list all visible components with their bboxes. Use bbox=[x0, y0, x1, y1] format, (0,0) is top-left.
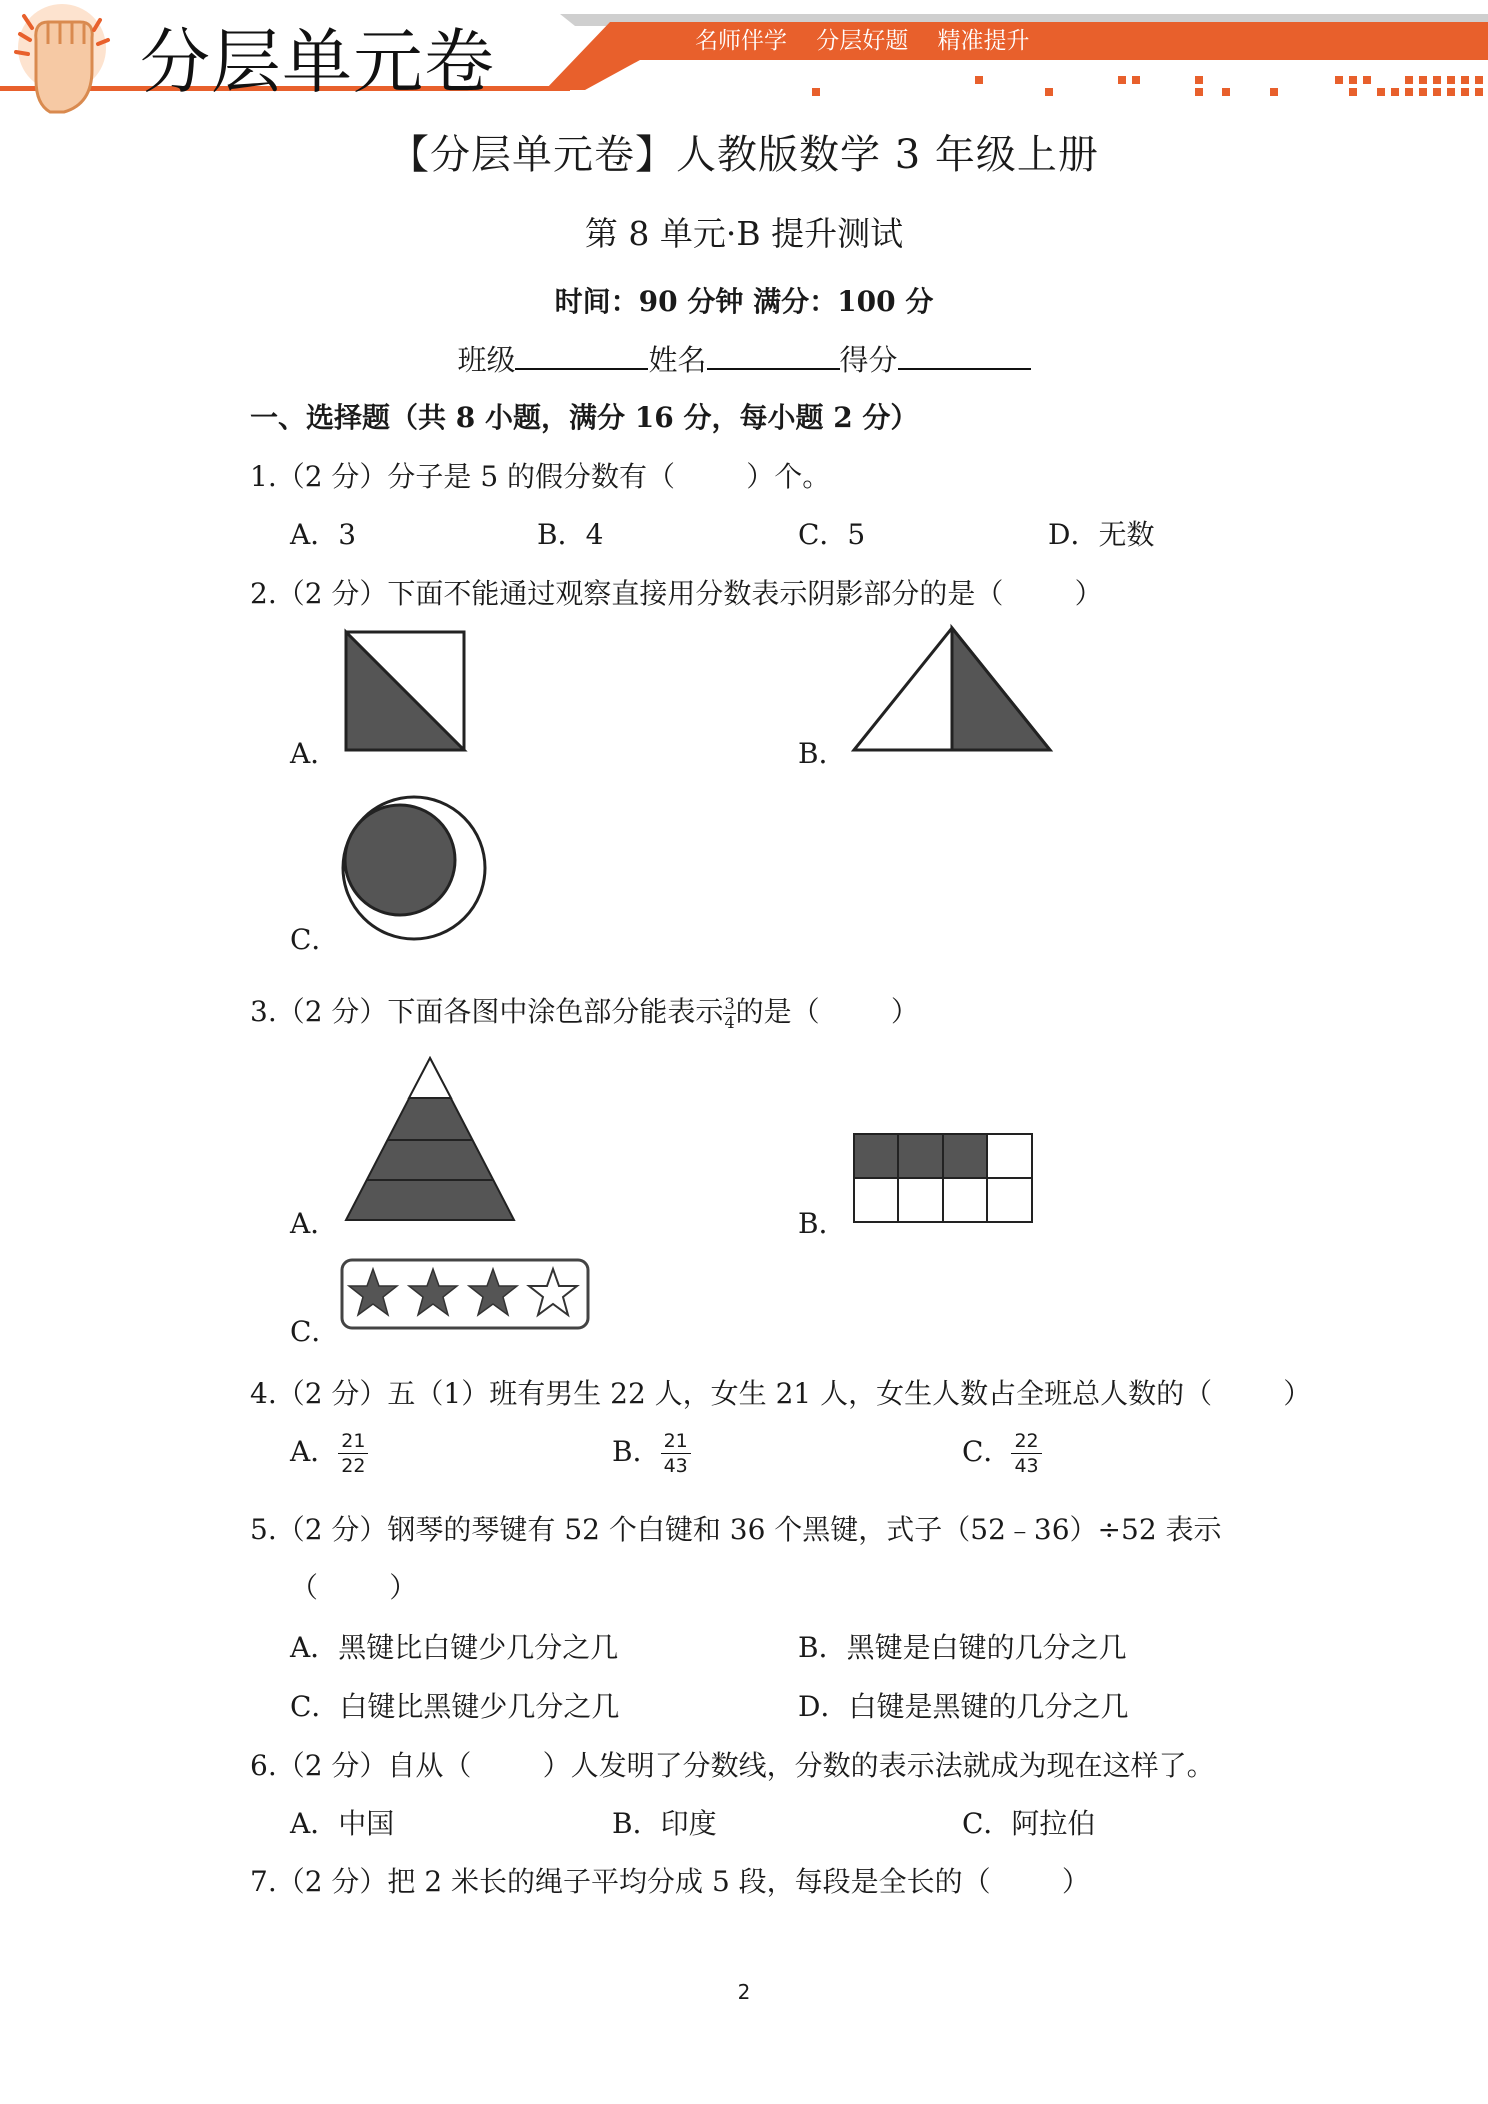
q1-option-c[interactable]: C．5 bbox=[798, 518, 866, 551]
q4-option-a-fraction bbox=[338, 1429, 368, 1477]
q3-fraction bbox=[723, 996, 735, 1031]
question-7: 7.（2 分）把 2 米长的绳子平均分成 5 段，每段是全长的（ ） bbox=[250, 1865, 1090, 1898]
q1-option-b[interactable]: B．4 bbox=[537, 518, 604, 551]
name-blank[interactable] bbox=[707, 340, 840, 370]
section-heading: 一、选择题（共 8 小题，满分 16 分，每小题 2 分） bbox=[250, 401, 919, 434]
q2-option-c[interactable]: C． bbox=[290, 923, 340, 956]
name-label: 姓名 bbox=[648, 343, 707, 377]
question-5: 5.（2 分）钢琴的琴键有 52 个白键和 36 个黑键，式子（52﹣36）÷52 表示 bbox=[250, 1513, 1222, 1546]
time-info: 时间：90 分钟 满分：100 分 bbox=[554, 285, 934, 318]
header-slogan: 名师伴学 分层好题 精准提升 bbox=[695, 28, 1030, 54]
q4-option-c-label: C． bbox=[962, 1435, 1012, 1468]
q4-option-b[interactable] bbox=[612, 1430, 691, 1476]
page-subtitle: 第 8 单元·B 提升测试 bbox=[584, 214, 904, 253]
q1-option-a[interactable]: A．3 bbox=[290, 518, 357, 551]
q3-figure-c bbox=[340, 1258, 590, 1330]
q4-option-a-label: A． bbox=[290, 1435, 339, 1468]
q2-option-a[interactable]: A． bbox=[290, 737, 339, 770]
score-label: 得分 bbox=[839, 343, 898, 377]
question-3 bbox=[250, 990, 919, 1031]
class-fields bbox=[0, 338, 1488, 379]
fraction-denominator: 43 bbox=[1014, 1454, 1039, 1477]
header-banner bbox=[0, 0, 1488, 115]
q4-option-a[interactable] bbox=[290, 1430, 368, 1476]
q3-figure-b bbox=[852, 1132, 1034, 1224]
q2-option-b[interactable]: B． bbox=[798, 737, 847, 770]
fraction-numerator: 22 bbox=[1011, 1432, 1041, 1454]
question-4: 4.（2 分）五（1）班有男生 22 人，女生 21 人，女生人数占全班总人数的（ ） bbox=[250, 1377, 1312, 1410]
q5-option-b[interactable]: B．黑键是白键的几分之几 bbox=[798, 1631, 1127, 1664]
fraction-denominator: 43 bbox=[663, 1454, 688, 1477]
fraction-denominator: 22 bbox=[341, 1454, 366, 1477]
q6-option-c[interactable]: C．阿拉伯 bbox=[962, 1807, 1096, 1840]
page-number: 2 bbox=[737, 1980, 751, 2004]
fist-logo-icon bbox=[16, 4, 108, 112]
q3-figure-a bbox=[344, 1056, 520, 1226]
question-5-blank: （ ） bbox=[290, 1571, 418, 1604]
q6-option-b[interactable]: B．印度 bbox=[612, 1807, 717, 1840]
q4-option-c[interactable] bbox=[962, 1430, 1042, 1476]
q3-option-c[interactable]: C． bbox=[290, 1315, 340, 1348]
q3-option-b[interactable]: B． bbox=[798, 1207, 847, 1240]
score-blank[interactable] bbox=[898, 340, 1031, 370]
q2-figure-b bbox=[852, 624, 1052, 754]
q3-text-before: 3.（2 分）下面各图中涂色部分能表示 bbox=[250, 995, 724, 1028]
q3-option-a[interactable]: A． bbox=[290, 1207, 339, 1240]
q2-figure-a bbox=[344, 630, 468, 754]
fraction-numerator: 21 bbox=[661, 1432, 691, 1454]
q4-option-b-fraction bbox=[661, 1429, 691, 1477]
class-label: 班级 bbox=[457, 343, 516, 377]
q5-option-a[interactable]: A．黑键比白键少几分之几 bbox=[290, 1631, 619, 1664]
q5-option-d[interactable]: D．白键是黑键的几分之几 bbox=[798, 1690, 1129, 1723]
fraction-numerator: 21 bbox=[338, 1432, 368, 1454]
question-1: 1.（2 分）分子是 5 的假分数有（ ）个。 bbox=[250, 460, 831, 493]
question-2: 2.（2 分）下面不能通过观察直接用分数表示阴影部分的是（ ） bbox=[250, 577, 1103, 610]
q4-option-c-fraction bbox=[1011, 1429, 1041, 1477]
q3-text-after: 的是（ ） bbox=[735, 995, 919, 1028]
brand-title: 分层单元卷 bbox=[140, 21, 495, 103]
q5-option-c[interactable]: C．白键比黑键少几分之几 bbox=[290, 1690, 620, 1723]
q2-figure-c bbox=[340, 794, 490, 944]
class-blank[interactable] bbox=[515, 340, 648, 370]
q4-option-b-label: B． bbox=[612, 1435, 661, 1468]
question-6: 6.（2 分）自从（ ）人发明了分数线，分数的表示法就成为现在这样了。 bbox=[250, 1749, 1215, 1782]
q3-fraction-den: 4 bbox=[724, 1013, 735, 1032]
q1-option-d[interactable]: D．无数 bbox=[1048, 518, 1155, 551]
page-title: 【分层单元卷】人教版数学 3 年级上册 bbox=[389, 132, 1099, 178]
q3-fraction-num: 3 bbox=[724, 994, 735, 1013]
q6-option-a[interactable]: A．中国 bbox=[290, 1807, 395, 1840]
